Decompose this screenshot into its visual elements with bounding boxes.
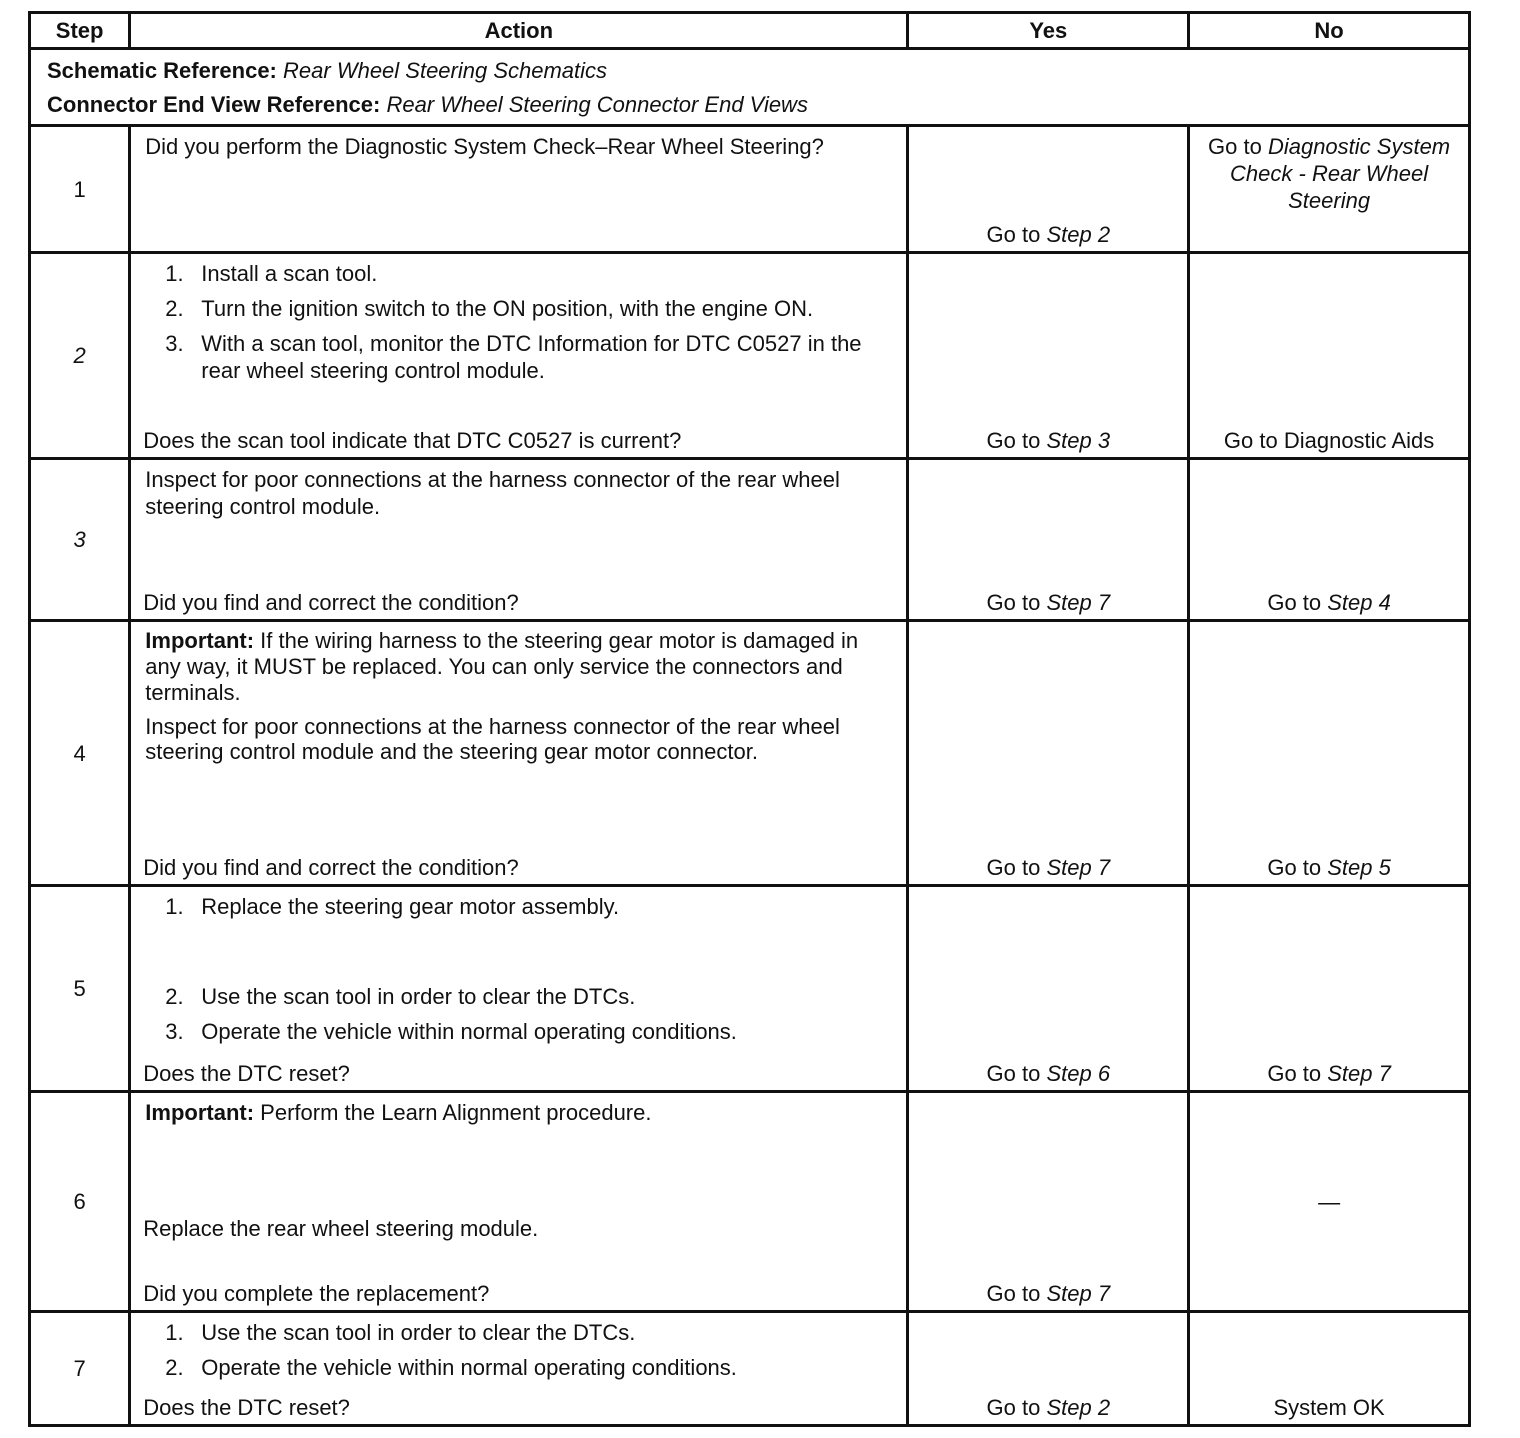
list-item: 2. Operate the vehicle within normal operating conditions. <box>165 1355 737 1380</box>
step-row-4 <box>30 621 1470 886</box>
diagnostic-table <box>28 11 1471 1427</box>
action-cell <box>130 886 908 1092</box>
important-label: Important: <box>145 1100 255 1125</box>
yes-link[interactable]: Go to Step 6 <box>986 1061 1111 1086</box>
action-cell <box>130 126 908 253</box>
step-row-1 <box>30 126 1470 253</box>
no-link[interactable]: Go to Step 5 <box>1267 855 1391 880</box>
list-item: 2. Use the scan tool in order to clear the DTCs. <box>165 984 636 1009</box>
no-cell <box>1189 126 1470 253</box>
important-label: Important: <box>145 628 255 653</box>
reference-cell <box>30 49 1470 126</box>
step-row-7 <box>30 1312 1470 1426</box>
header-step: Step <box>30 13 130 49</box>
header-yes: Yes <box>908 13 1189 49</box>
schematic-reference <box>47 54 1452 88</box>
important-note <box>145 1099 896 1126</box>
no-cell <box>1189 1092 1470 1312</box>
no-cell <box>1189 459 1470 621</box>
action-text: Inspect for poor connections at the harness connector of the rear wheel steering control module. <box>145 467 840 519</box>
no-link[interactable]: Go to Diagnostic Aids <box>1223 428 1435 453</box>
action-cell <box>130 253 908 459</box>
action-text: Inspect for poor connections at the harness connector of the rear wheel steering control module and the steering gear motor connector. <box>145 714 840 764</box>
question-text: Did you find and correct the condition? <box>143 855 519 880</box>
step-number: 5 <box>30 886 130 1092</box>
list-item: 1. Use the scan tool in order to clear the DTCs. <box>165 1320 636 1345</box>
important-text: If the wiring harness to the steering gear motor is damaged in any way, it MUST be replaced. You can only service the connectors and terminals. <box>145 628 859 705</box>
step-number: 4 <box>30 621 130 886</box>
yes-cell <box>908 459 1189 621</box>
list-item: 2. Turn the ignition switch to the ON position, with the engine ON. <box>165 296 814 321</box>
step-number: 1 <box>30 126 130 253</box>
yes-cell <box>908 886 1189 1092</box>
yes-cell <box>908 1092 1189 1312</box>
no-result: System OK <box>1273 1395 1385 1420</box>
question-text: Does the DTC reset? <box>143 1395 350 1420</box>
question-text: Does the DTC reset? <box>143 1061 350 1086</box>
yes-link[interactable]: Go to Step 3 <box>986 428 1111 453</box>
important-text: Perform the Learn Alignment procedure. <box>260 1100 652 1125</box>
list-item: 1. Install a scan tool. <box>165 261 378 286</box>
header-no: No <box>1189 13 1470 49</box>
yes-cell <box>908 1312 1189 1426</box>
connector-reference <box>47 88 1452 122</box>
no-cell <box>1189 253 1470 459</box>
connector-reference-link[interactable]: Rear Wheel Steering Connector End Views <box>386 92 808 117</box>
no-link[interactable]: Go to Step 4 <box>1267 590 1391 615</box>
action-cell <box>130 621 908 886</box>
reference-row <box>30 49 1470 126</box>
step-number: 2 <box>30 253 130 459</box>
step-number: 3 <box>30 459 130 621</box>
yes-cell <box>908 126 1189 253</box>
no-link[interactable]: Go to Step 7 <box>1267 1061 1391 1086</box>
step-row-6 <box>30 1092 1470 1312</box>
step-number: 6 <box>30 1092 130 1312</box>
no-dash: — <box>1318 1189 1341 1214</box>
question-text: Did you find and correct the condition? <box>143 590 519 615</box>
yes-link[interactable]: Go to Step 7 <box>986 1281 1111 1306</box>
yes-link[interactable]: Go to Step 2 <box>986 222 1111 247</box>
step-number: 7 <box>30 1312 130 1426</box>
yes-cell <box>908 253 1189 459</box>
no-cell <box>1189 886 1470 1092</box>
question-text: Did you complete the replacement? <box>143 1281 490 1306</box>
important-note <box>145 628 896 706</box>
action-cell <box>130 1092 908 1312</box>
schematic-reference-link[interactable]: Rear Wheel Steering Schematics <box>283 58 608 83</box>
action-text: Did you perform the Diagnostic System Check–Rear Wheel Steering? <box>145 134 824 159</box>
step-row-3 <box>30 459 1470 621</box>
action-text: Replace the rear wheel steering module. <box>143 1216 539 1241</box>
list-item: 1. Replace the steering gear motor assembly. <box>165 894 620 919</box>
schematic-reference-label: Schematic Reference: <box>47 58 277 83</box>
connector-reference-label: Connector End View Reference: <box>47 92 381 117</box>
header-action: Action <box>130 13 908 49</box>
yes-link[interactable]: Go to Step 7 <box>986 590 1111 615</box>
yes-link[interactable]: Go to Step 7 <box>986 855 1111 880</box>
list-item: 3. With a scan tool, monitor the DTC Information for DTC C0527 in the rear wheel steering control module. <box>165 331 862 383</box>
no-cell <box>1189 1312 1470 1426</box>
yes-link[interactable]: Go to Step 2 <box>986 1395 1111 1420</box>
list-item: 3. Operate the vehicle within normal operating conditions. <box>165 1019 737 1044</box>
header-row <box>30 13 1470 49</box>
no-link[interactable]: Go to Diagnostic System Check - Rear Wheel Steering <box>1208 134 1451 213</box>
step-row-2 <box>30 253 1470 459</box>
no-cell <box>1189 621 1470 886</box>
step-row-5 <box>30 886 1470 1092</box>
action-cell <box>130 1312 908 1426</box>
question-text: Does the scan tool indicate that DTC C0527 is current? <box>143 428 682 453</box>
yes-cell <box>908 621 1189 886</box>
action-cell <box>130 459 908 621</box>
